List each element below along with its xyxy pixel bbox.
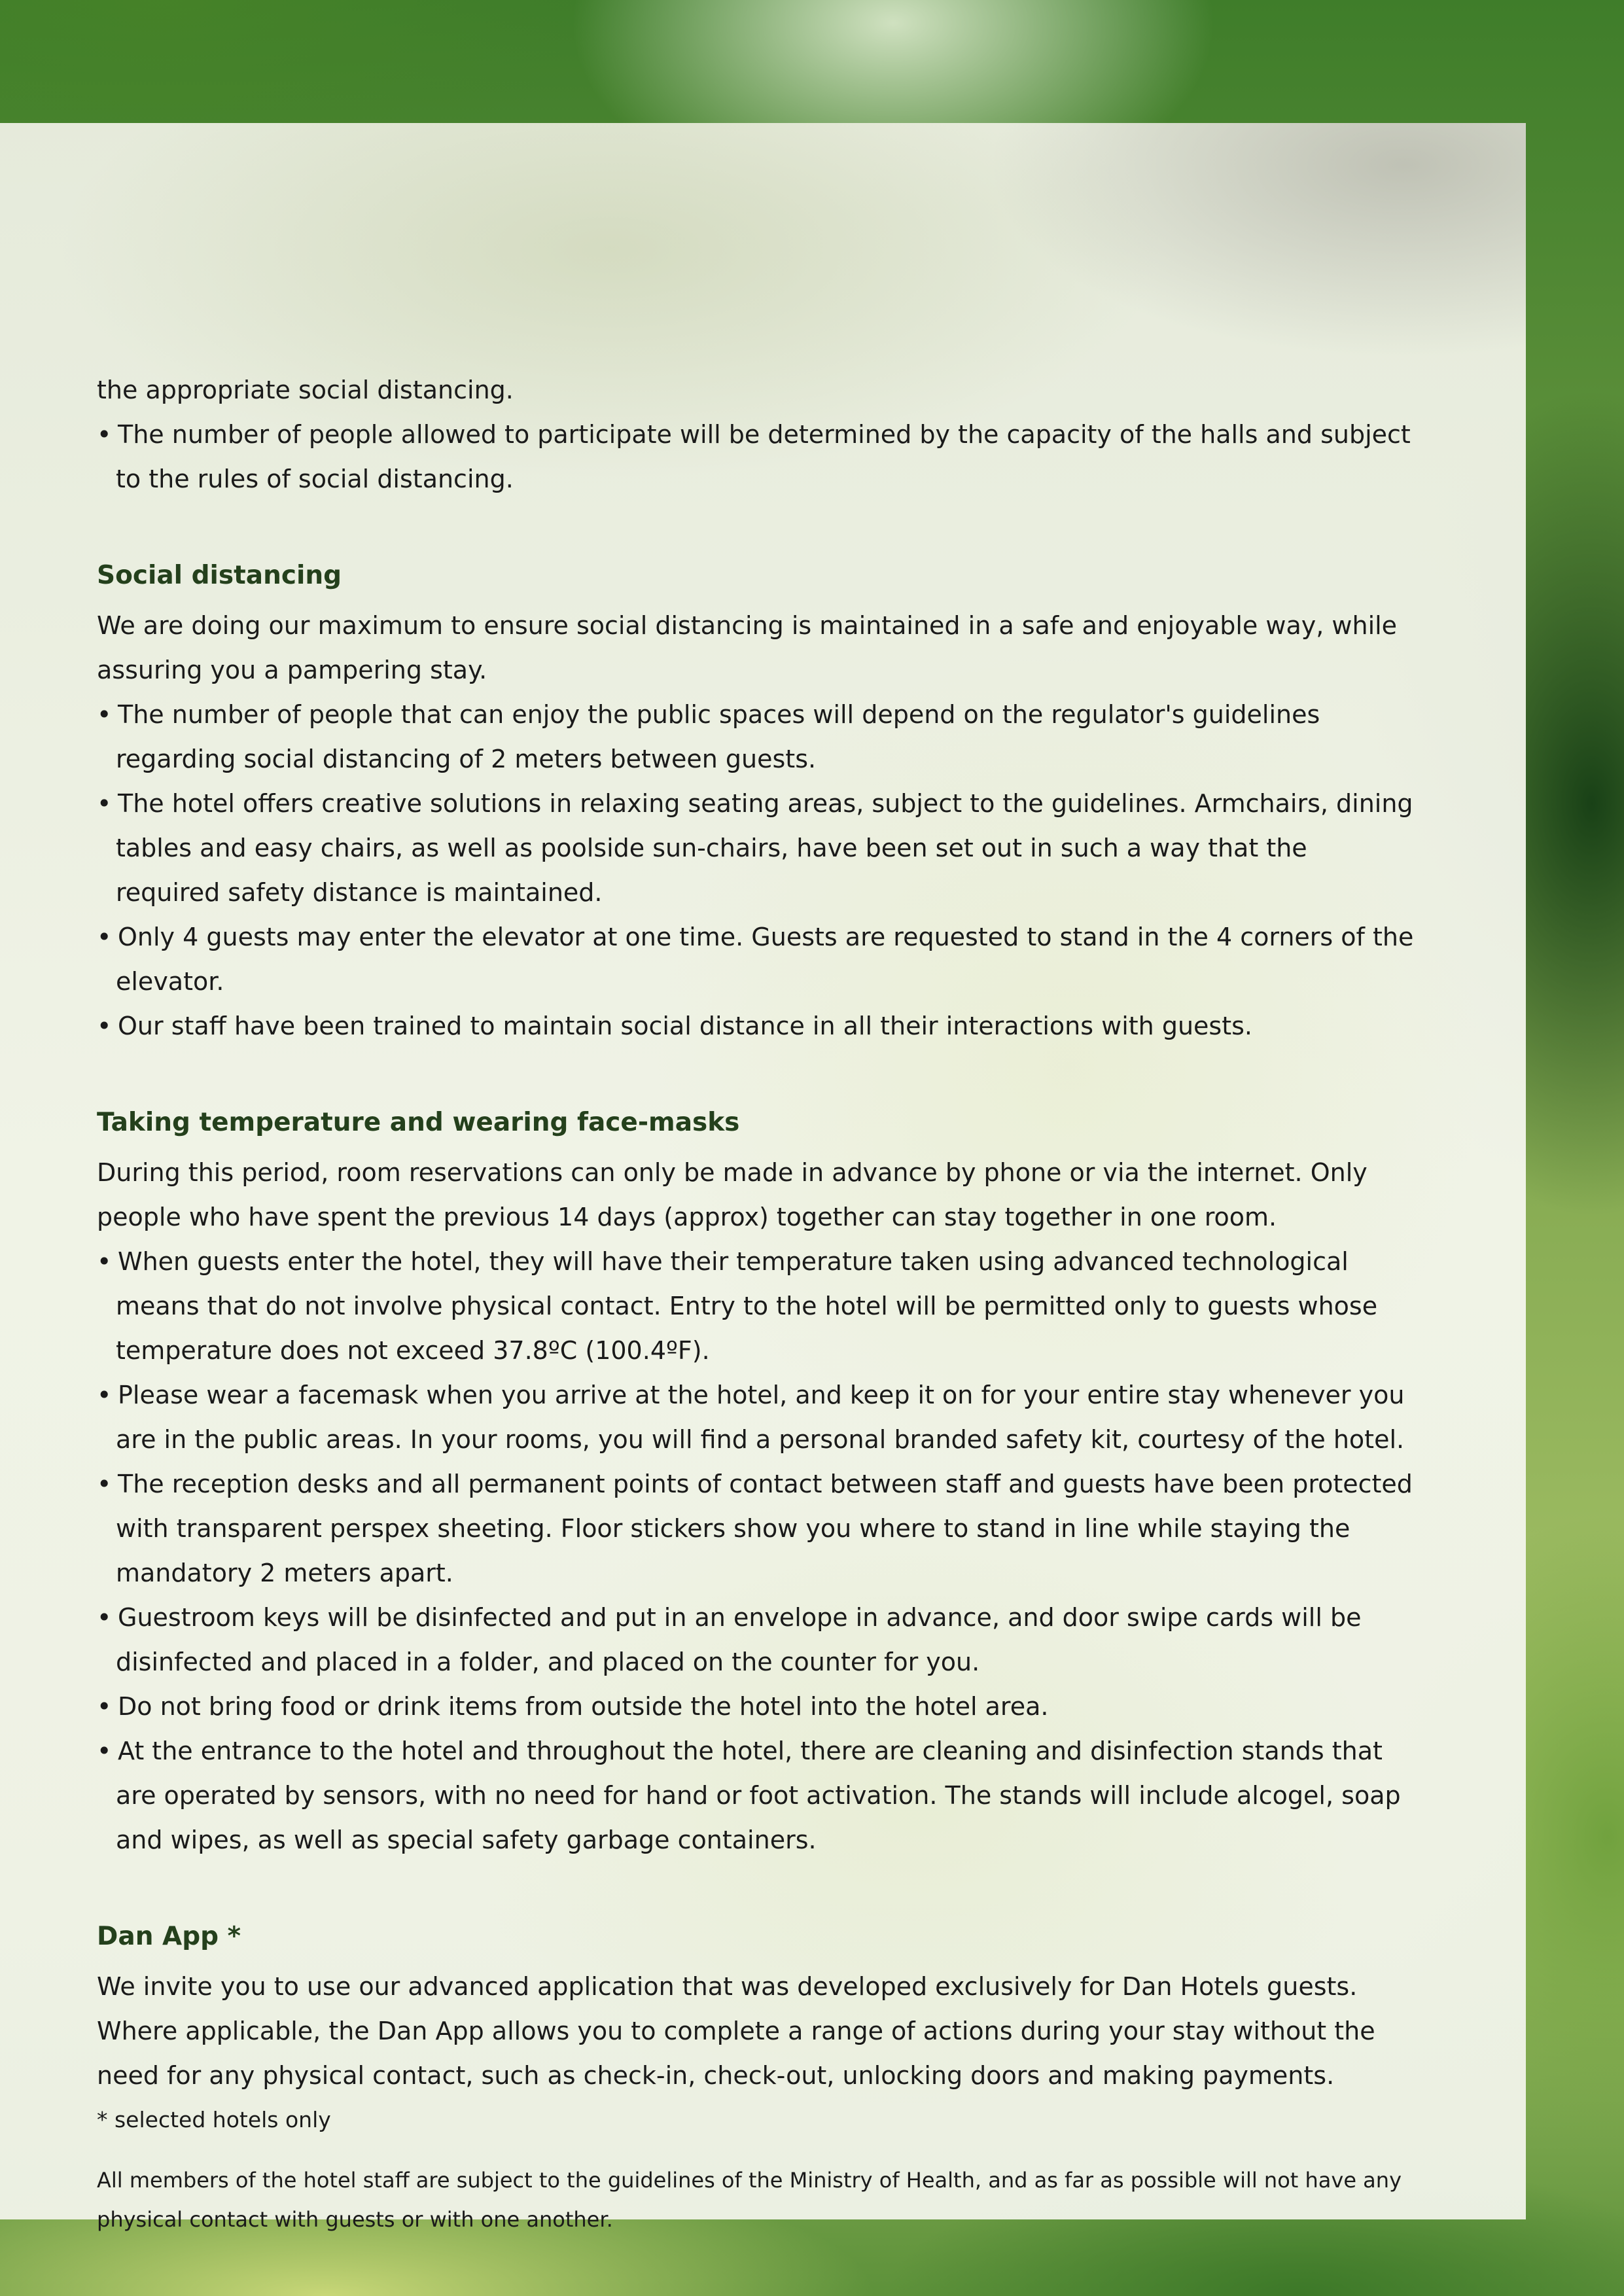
social-intro: We are doing our maximum to ensure social distancing is maintained in a safe and enjoyable way, while assuring you a pampering stay.: [97, 611, 1398, 684]
list-item: [97, 1373, 1419, 1462]
bullet-text: Our staff have been trained to maintain social distance in all their interactions with guests.: [118, 1012, 1252, 1040]
list-item: [97, 1729, 1419, 1862]
bullet-icon: •: [97, 1381, 112, 1409]
bullet-icon: •: [97, 1247, 112, 1276]
bullet-icon: •: [97, 1603, 112, 1632]
list-item: [97, 692, 1419, 781]
bullet-text: When guests enter the hotel, they will have their temperature taken using advanced technological means that do not involve physical contact. Entry to the hotel will be permitted only to guests whose temperature does not exceed 37.8ºC (100.4ºF).: [116, 1247, 1378, 1365]
intro-bullet: [97, 412, 1419, 501]
selected-hotels-note: * selected hotels only: [97, 2107, 331, 2132]
heading-temperature-masks: Taking temperature and wearing face-masks: [97, 1108, 740, 1137]
ministry-guidelines-note: All members of the hotel staff are subject to the guidelines of the Ministry of Health, and as far as possible will not have any physical contact with guests or with one another.: [97, 2168, 1402, 2232]
bullet-icon: •: [97, 923, 112, 951]
bullet-icon: •: [97, 1012, 112, 1040]
bullet-text: Do not bring food or drink items from outside the hotel into the hotel area.: [118, 1692, 1049, 1721]
bullet-text: Please wear a facemask when you arrive at the hotel, and keep it on for your entire stay whenever you are in the public areas. In your rooms, you will find a personal branded safety kit, courtesy of the hotel.: [116, 1381, 1405, 1454]
bullet-icon: •: [97, 700, 112, 729]
list-item: [97, 915, 1419, 1004]
list-item: [97, 1004, 1419, 1048]
list-item: [97, 1595, 1419, 1684]
bullet-text: The reception desks and all permanent points of contact between staff and guests have been protected with transparent perspex sheeting. Floor stickers show you where to stand in line while staying the mandatory 2 meters apart.: [116, 1470, 1413, 1587]
temperature-intro: During this period, room reservations can only be made in advance by phone or via the internet. Only people who have spent the previous 14 days (approx) together can stay together in one room.: [97, 1158, 1368, 1231]
bullet-icon: •: [97, 1692, 112, 1721]
dan-app-description: We invite you to use our advanced application that was developed exclusively for Dan Hotels guests. Where applicable, the Dan App allows you to complete a range of actions during your stay without the need for any physical contact, such as check-in, check-out, unlocking doors and making payments.: [97, 1972, 1375, 2090]
content-panel: [0, 123, 1526, 2232]
bullet-icon: •: [97, 789, 112, 818]
bullet-text: Guestroom keys will be disinfected and put in an envelope in advance, and door swipe cards will be disinfected and placed in a folder, and placed on the counter for you.: [116, 1603, 1362, 1676]
bullet-text: At the entrance to the hotel and throughout the hotel, there are cleaning and disinfection stands that are operated by sensors, with no need for hand or foot activation. The stands will include alcogel, soap and wipes, as well as special safety garbage containers.: [116, 1737, 1401, 1854]
bullet-text: The hotel offers creative solutions in relaxing seating areas, subject to the guidelines. Armchairs, dining tables and easy chairs, as well as poolside sun-chairs, have been set out in such a way that the required safety distance is maintained.: [116, 789, 1413, 907]
list-item: [97, 781, 1419, 915]
intro-line: the appropriate social distancing.: [97, 376, 514, 404]
bullet-icon: •: [97, 420, 112, 449]
bullet-text: Only 4 guests may enter the elevator at one time. Guests are requested to stand in the 4 corners of the elevator.: [116, 923, 1414, 996]
list-item: [97, 1239, 1419, 1373]
list-item: [97, 1684, 1419, 1729]
heading-social-distancing: Social distancing: [97, 561, 342, 590]
bullet-text: The number of people that can enjoy the public spaces will depend on the regulator's guidelines regarding social distancing of 2 meters between guests.: [116, 700, 1320, 773]
list-item: [97, 1462, 1419, 1595]
heading-dan-app: Dan App *: [97, 1922, 241, 1951]
bullet-text: The number of people allowed to participate will be determined by the capacity of the halls and subject to the rules of social distancing.: [116, 420, 1411, 493]
bullet-icon: •: [97, 1470, 112, 1498]
document-body: [97, 368, 1419, 2239]
bullet-icon: •: [97, 1737, 112, 1765]
